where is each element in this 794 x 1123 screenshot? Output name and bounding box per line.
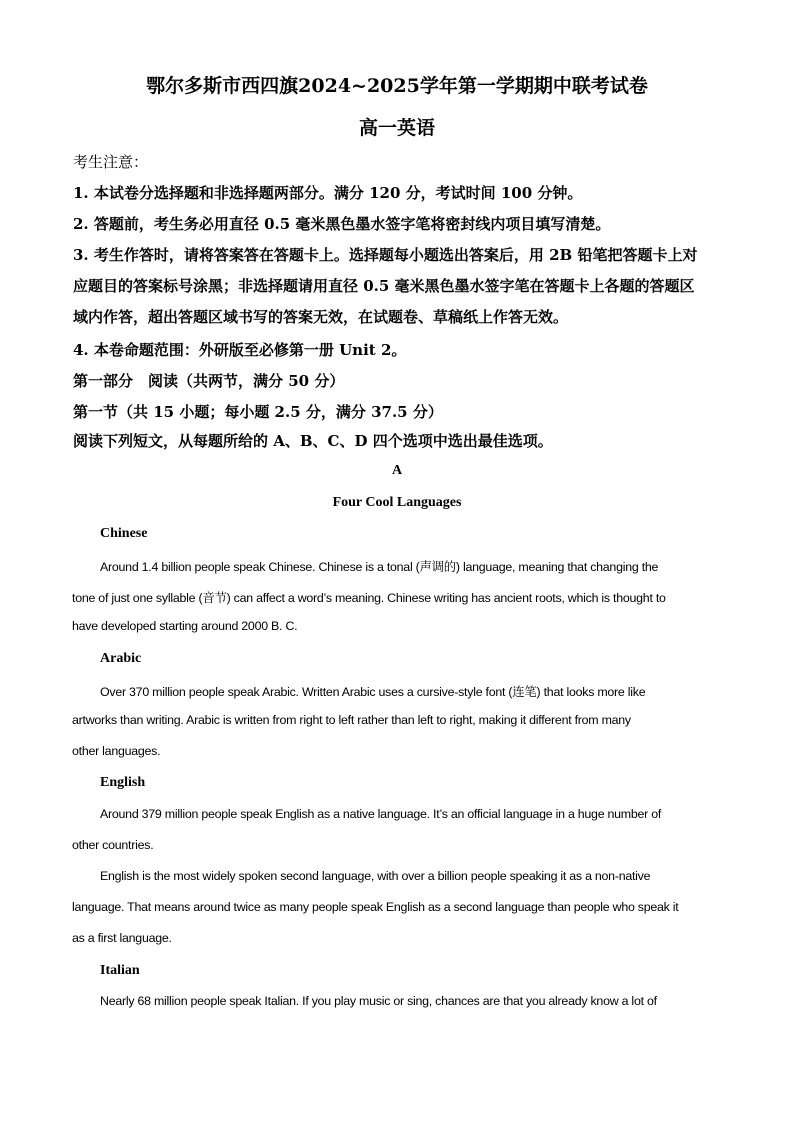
exam-subject: 高一英语 — [358, 117, 435, 139]
chinese-line-3: have developed starting around 2000 B. C. — [72, 619, 298, 633]
english-line-1: Around 379 million people speak English as a native language. It’s an official language in a huge number of — [100, 807, 662, 821]
section-part: 第一部分 阅读（共两节，满分 50 分） — [73, 372, 345, 390]
notice-item-3-line-2: 应题目的答案标号涂黑；非选择题请用直径 0.5 毫米黑色墨水签字笔在答题卡上各题的答题区 — [73, 277, 695, 295]
chinese-line-2: tone of just one syllable (音节) can affect a word’s meaning. Chinese writing has ancient roots, which is thought to — [72, 591, 666, 605]
passage-label: A — [391, 463, 403, 478]
chinese-heading: Chinese — [100, 526, 148, 541]
english-line-3: English is the most widely spoken second language, with over a billion people speaking it as a non-native — [100, 869, 651, 883]
italian-heading: Italian — [100, 963, 140, 978]
notice-item-3-line-1: 3. 考生作答时，请将答案答在答题卡上。选择题每小题选出答案后，用 2B 铅笔把答题卡上对 — [73, 246, 698, 264]
section-instruction: 阅读下列短文，从每题所给的 A、B、C、D 四个选项中选出最佳选项。 — [73, 432, 553, 450]
english-line-2: other countries. — [72, 838, 154, 852]
english-line-4: language. That means around twice as many people speak English as a second language than people who speak it — [72, 900, 679, 914]
italian-line-1: Nearly 68 million people speak Italian. If you play music or sing, chances are that you already know a lot of — [100, 994, 657, 1008]
arabic-line-1: Over 370 million people speak Arabic. Written Arabic uses a cursive-style font (连笔) that looks more like — [100, 685, 646, 699]
arabic-heading: Arabic — [100, 651, 142, 666]
notice-item-2: 2. 答题前，考生务必用直径 0.5 毫米黑色墨水签字笔将密封线内项目填写清楚。 — [73, 215, 611, 233]
notice-item-1: 1. 本试卷分选择题和非选择题两部分。满分 120 分，考试时间 100 分钟。 — [73, 184, 583, 202]
english-line-5: as a first language. — [72, 931, 172, 945]
notice-item-3-line-3: 域内作答，超出答题区域书写的答案无效，在试题卷、草稿纸上作答无效。 — [73, 308, 569, 326]
exam-title: 鄂尔多斯市西四旗2024~2025学年第一学期期中联考试卷 — [146, 75, 648, 97]
notice-heading: 考生注意： — [73, 153, 149, 171]
section-subpart: 第一节（共 15 小题；每小题 2.5 分，满分 37.5 分） — [73, 403, 443, 421]
arabic-line-3: other languages. — [72, 744, 161, 758]
english-heading: English — [100, 775, 146, 790]
passage-title: Four Cool Languages — [332, 495, 462, 510]
notice-item-4: 4. 本卷命题范围：外研版至必修第一册 Unit 2。 — [73, 341, 407, 359]
chinese-line-1: Around 1.4 billion people speak Chinese. Chinese is a tonal (声调的) language, meaning that changing the — [100, 560, 659, 574]
arabic-line-2: artworks than writing. Arabic is written from right to left rather than left to right, making it different from many — [72, 713, 631, 727]
